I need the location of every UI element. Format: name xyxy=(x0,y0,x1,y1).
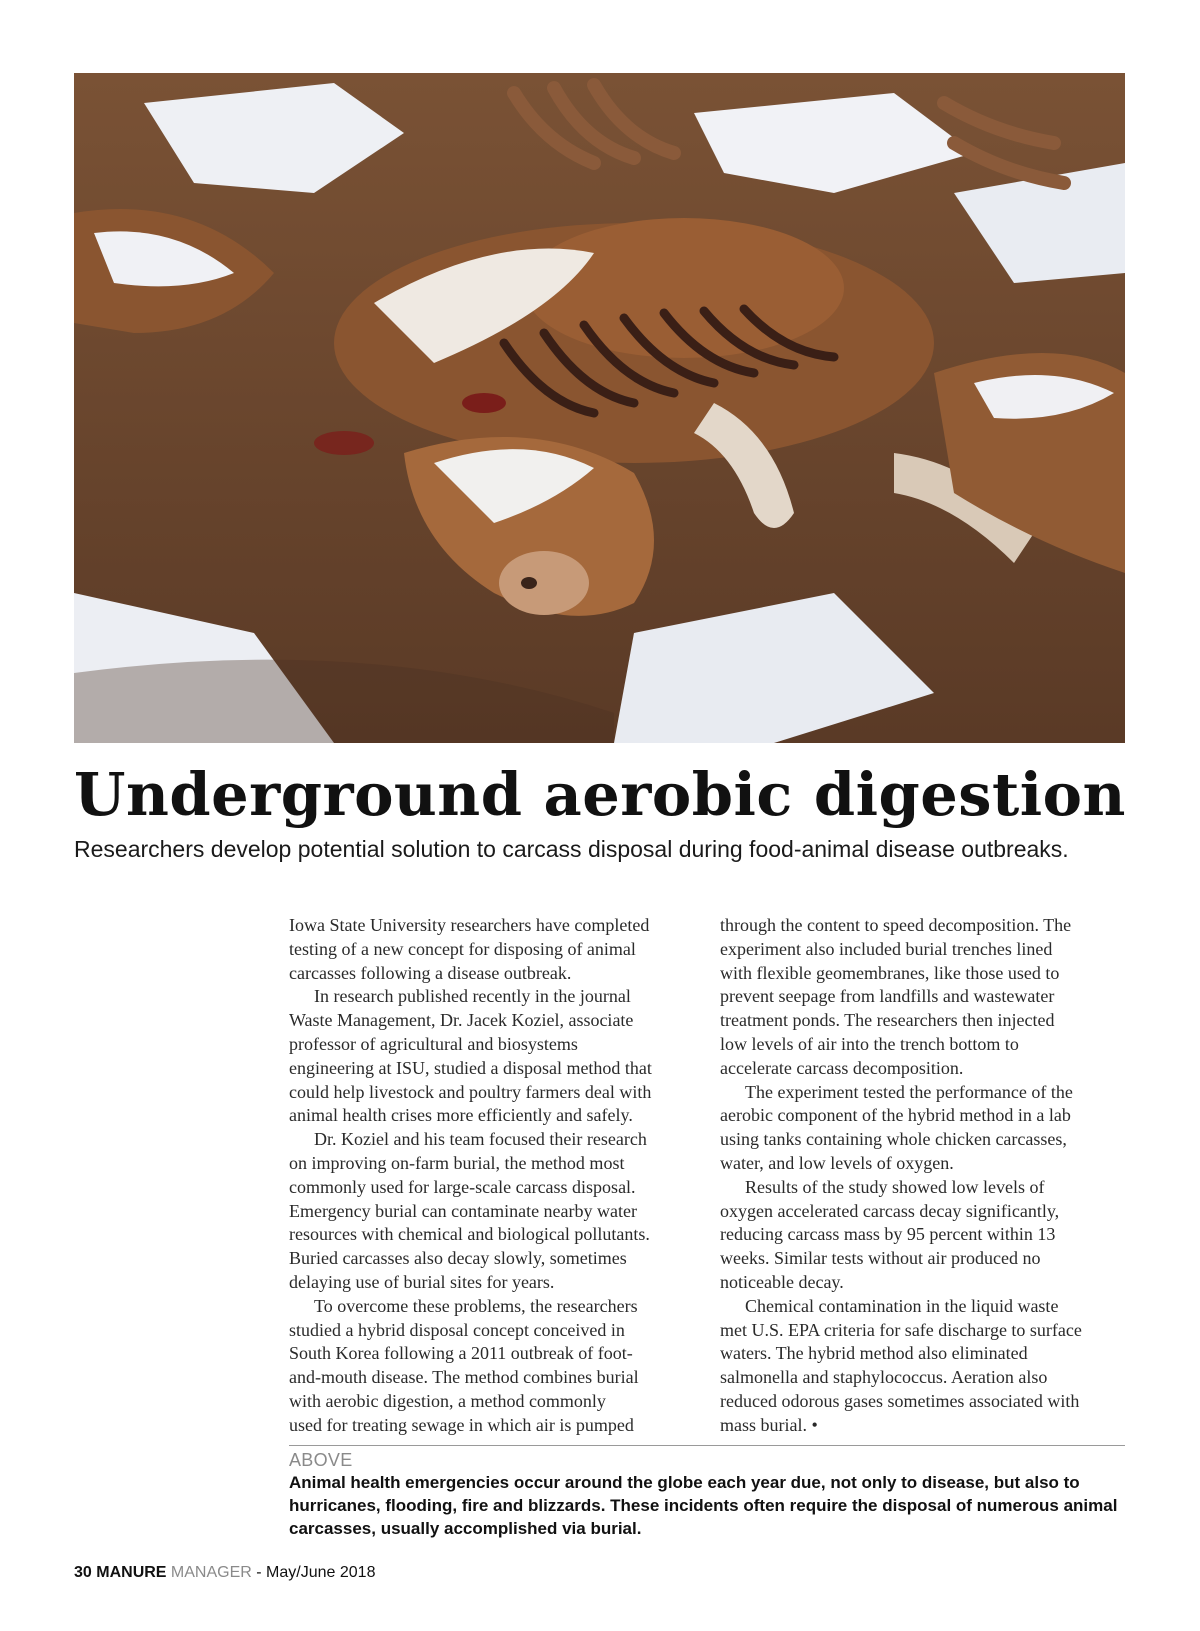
body-line: carcasses following a disease outbreak. xyxy=(289,962,572,983)
body-line: delaying use of burial sites for years. xyxy=(289,1271,555,1292)
body-line: with aerobic digestion, a method commonly xyxy=(289,1390,606,1411)
body-line: using tanks containing whole chicken carcasses, xyxy=(720,1129,1067,1150)
body-line: reducing carcass mass by 95 percent within 13 xyxy=(720,1224,1056,1245)
body-line: Buried carcasses also decay slowly, sometimes xyxy=(289,1248,627,1269)
body-line: To overcome these problems, the researchers xyxy=(314,1295,638,1316)
body-line: and-mouth disease. The method combines burial xyxy=(289,1367,639,1388)
body-line: low levels of air into the trench bottom to xyxy=(720,1033,1019,1054)
body-line: accelerate carcass decomposition. xyxy=(720,1057,964,1078)
body-line: animal health crises more efficiently and safely. xyxy=(289,1105,633,1126)
magazine-name-bold: MANURE xyxy=(96,1564,167,1581)
body-line: through the content to speed decomposition. The xyxy=(720,915,1072,935)
article-photo xyxy=(74,73,1125,743)
body-line: studied a hybrid disposal concept conceived in xyxy=(289,1319,625,1340)
issue-date: - May/June 2018 xyxy=(256,1564,376,1581)
body-line: Dr. Koziel and his team focused their research xyxy=(314,1129,647,1150)
article-deck: Researchers develop potential solution to carcass disposal during food-animal disease outbreaks. xyxy=(74,836,1069,862)
body-line: weeks. Similar tests without air produced no xyxy=(720,1248,1041,1269)
body-line: testing of a new concept for disposing of animal xyxy=(289,938,636,959)
photo-caption: Animal health emergencies occur around the globe each year due, not only to disease, but also to hurricanes, flooding, fire and blizzards. These incidents often require the disposal of numerous animal carcasses, usually accomplished via burial. xyxy=(289,1473,1118,1538)
body-line: water, and low levels of oxygen. xyxy=(720,1152,954,1173)
body-line: mass burial. • xyxy=(720,1414,818,1435)
page-number: 30 xyxy=(74,1564,92,1581)
body-line: aerobic component of the hybrid method in a lab xyxy=(720,1105,1071,1126)
caption-divider xyxy=(289,1445,1125,1446)
caption-label: ABOVE xyxy=(289,1450,353,1470)
body-line: used for treating sewage in which air is pumped xyxy=(289,1414,634,1435)
body-line: oxygen accelerated carcass decay significantly, xyxy=(720,1200,1060,1221)
body-line: South Korea following a 2011 outbreak of foot- xyxy=(289,1343,633,1364)
body-column-1 xyxy=(289,914,689,1438)
body-line: prevent seepage from landfills and wastewater xyxy=(720,986,1055,1007)
body-line: waters. The hybrid method also eliminated xyxy=(720,1343,1028,1364)
body-line: resources with chemical and biological pollutants. xyxy=(289,1224,650,1245)
body-line: noticeable decay. xyxy=(720,1271,844,1292)
body-column-2 xyxy=(720,914,1120,1438)
body-line: professor of agricultural and biosystems xyxy=(289,1033,578,1054)
body-line: The experiment tested the performance of the xyxy=(745,1081,1073,1102)
body-line: treatment ponds. The researchers then injected xyxy=(720,1010,1055,1031)
body-line: Emergency burial can contaminate nearby water xyxy=(289,1200,638,1221)
body-line: Waste Management, Dr. Jacek Koziel, associate xyxy=(289,1010,634,1031)
body-line: Results of the study showed low levels of xyxy=(745,1176,1045,1197)
body-line: Chemical contamination in the liquid waste xyxy=(745,1295,1059,1316)
page-footer xyxy=(74,1563,375,1583)
body-line: on improving on-farm burial, the method most xyxy=(289,1152,625,1173)
body-line: met U.S. EPA criteria for safe discharge to surface xyxy=(720,1319,1082,1340)
article-headline: Underground aerobic digestion xyxy=(74,760,1126,829)
body-line: engineering at ISU, studied a disposal method that xyxy=(289,1057,652,1078)
body-line: Iowa State University researchers have completed xyxy=(289,915,650,935)
body-line: could help livestock and poultry farmers deal with xyxy=(289,1081,652,1102)
body-line: salmonella and staphylococcus. Aeration also xyxy=(720,1367,1048,1388)
magazine-name-light: MANAGER xyxy=(170,1564,252,1581)
body-line: reduced odorous gases sometimes associated with xyxy=(720,1390,1080,1411)
body-line: experiment also included burial trenches lined xyxy=(720,938,1053,959)
body-line: commonly used for large-scale carcass disposal. xyxy=(289,1176,636,1197)
body-line: In research published recently in the journal xyxy=(314,986,631,1007)
body-line: with flexible geomembranes, like those used to xyxy=(720,962,1060,983)
